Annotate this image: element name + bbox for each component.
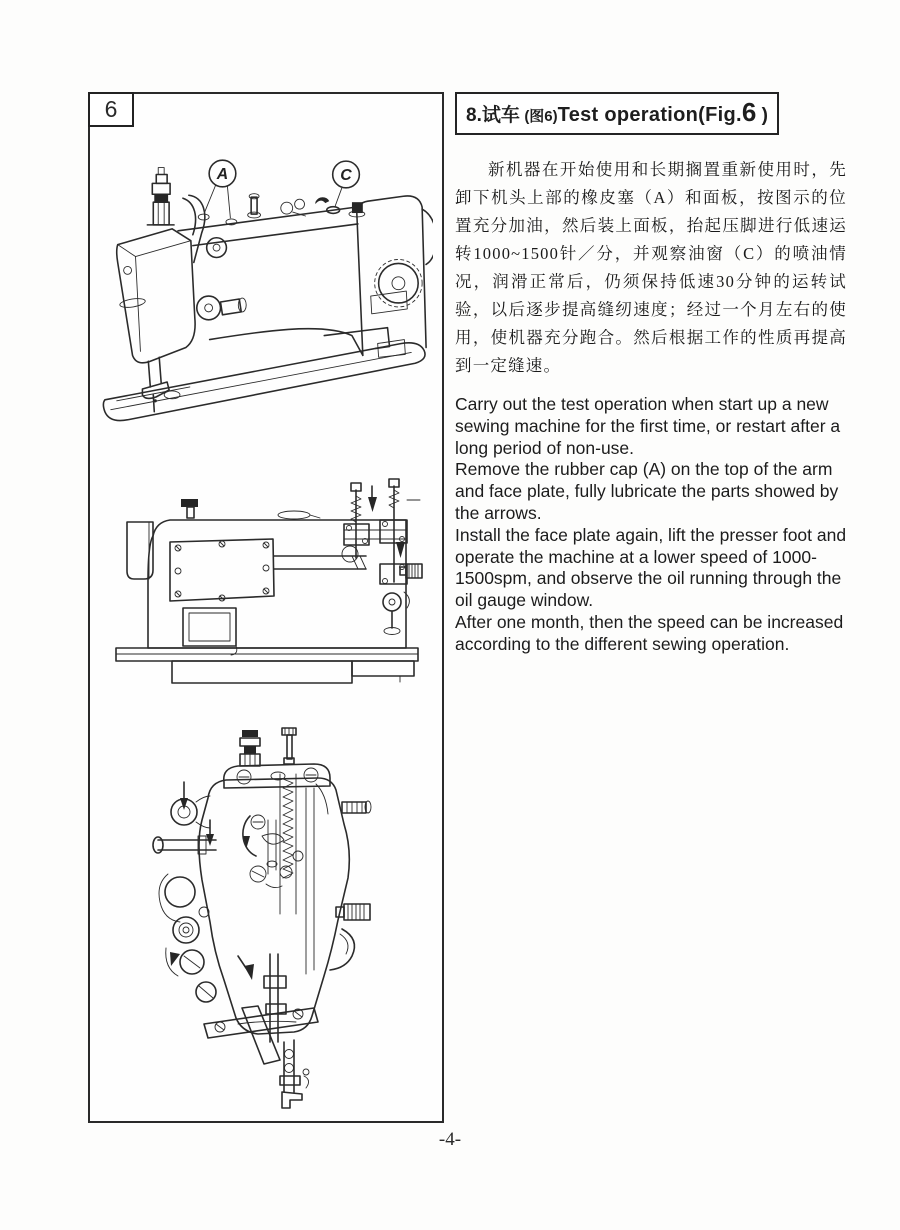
machine-overview-svg [93, 150, 433, 452]
machine-rear-drawing [104, 470, 430, 716]
section-title-close: ) [756, 105, 768, 126]
figure-number-box [88, 92, 134, 127]
page-number: -4- [438, 1129, 462, 1150]
section-title-fig-cn: (图6) [524, 108, 558, 125]
english-instructions [455, 394, 847, 656]
english-paragraph-4: After one month, then the speed can be increased according to the different sewing operation. [455, 611, 844, 654]
english-paragraph-3: Install the face plate again, lift the presser foot and operate the machine at a lower speed of 1000-1500spm, and observe the oil running through the oil gauge window. [455, 524, 847, 611]
callout-c-label: C [340, 166, 352, 184]
machine-head-detail-svg [146, 724, 430, 1116]
lube-arrow-down-1 [368, 497, 377, 512]
lube-arrow-5 [244, 964, 254, 980]
section-title-fig-num: 6 [741, 97, 757, 127]
machine-head-detail-drawing [146, 724, 430, 1116]
english-paragraph-1: Carry out the test operation when start up a new sewing machine for the first time, or restart after a long period of non-use. [455, 394, 841, 458]
text-column [455, 92, 847, 656]
machine-rear-art [116, 479, 422, 683]
english-paragraph-2: Remove the rubber cap (A) on the top of the arm and face plate, fully lubricate the parts showed by the arrows. [455, 459, 839, 523]
cover-plate-screws [175, 541, 269, 601]
callout-c [333, 161, 360, 206]
figure-number: 6 [104, 96, 118, 122]
section-title-cn: 8.试车 [466, 105, 520, 126]
section-title [455, 92, 779, 135]
machine-head-detail-art [153, 728, 371, 1108]
lube-arrow-down-2 [396, 542, 405, 558]
machine-overview-art [103, 160, 433, 420]
machine-rear-svg [104, 470, 430, 716]
callout-a-label: A [216, 165, 229, 183]
lube-arrow-4 [170, 952, 180, 966]
chinese-instructions: 新机器在开始使用和长期搁置重新使用时，先卸下机头上部的橡皮塞（A）和面板，按图示的位置充分加油，然后装上面板，抬起压脚进行低速运转1000~1500针／分，并观察油窗（C）的喷油情况，润滑正常后，仍须保持低速30分钟的运转试验，以后逐步提高缝纫速度；经过一个月左右的使用，使机器充分跑合。然后根据工作的性质再提高到一定缝速。 [455, 160, 847, 375]
machine-overview-drawing [93, 150, 433, 452]
lube-arrow-1 [180, 798, 188, 810]
section-title-en: Test operation(Fig. [557, 104, 742, 126]
figure-panel [88, 92, 444, 1123]
callout-a [205, 160, 236, 218]
